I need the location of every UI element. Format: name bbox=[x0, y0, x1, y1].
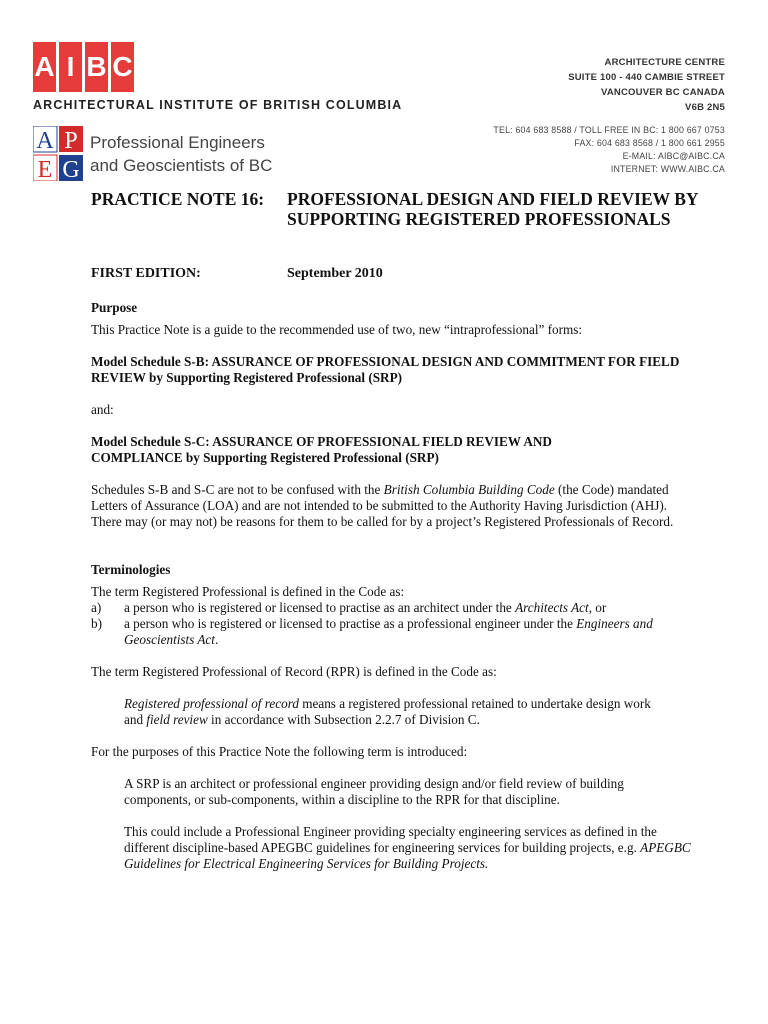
address-line-1: ARCHITECTURE CENTRE bbox=[604, 57, 725, 68]
rpr-term: Registered professional of record bbox=[124, 696, 299, 711]
item-a-text bbox=[124, 600, 684, 616]
apeg-name-line-2: and Geoscientists of BC bbox=[90, 156, 273, 175]
item-b-marker: b) bbox=[91, 616, 102, 631]
contact-tel: TEL: 604 683 8588 / TOLL FREE IN BC: 1 800 667 0753 bbox=[493, 125, 725, 135]
architects-act: Architects Act bbox=[515, 600, 589, 615]
terminologies-heading: Terminologies bbox=[91, 562, 171, 577]
rpr-definition bbox=[124, 696, 664, 728]
apeg-letter-g: G bbox=[62, 157, 80, 181]
schedule-b: Model Schedule S-B: ASSURANCE OF PROFESSIONAL DESIGN AND COMMITMENT FOR FIELD REVIEW by Supporting Registered Professional (SRP) bbox=[91, 354, 680, 385]
rpr-def-mid: means a registered professional retained to undertake design work and bbox=[124, 696, 651, 727]
practice-note-label: PRACTICE NOTE 16: bbox=[91, 189, 265, 209]
item-b-post: . bbox=[214, 632, 219, 647]
engineers-act: Engineers and Geoscientists Act bbox=[124, 616, 653, 647]
apeg-letter-e: E bbox=[37, 157, 53, 181]
apeg-logo bbox=[33, 126, 83, 181]
edition-date: September 2010 bbox=[287, 266, 383, 281]
aibc-letter-a: A bbox=[33, 42, 56, 92]
aibc-letter-i: I bbox=[59, 42, 82, 92]
purpose-intro: This Practice Note is a guide to the recommended use of two, new “intraprofessional” forms: bbox=[91, 322, 583, 337]
apeg-letter-a: A bbox=[36, 128, 54, 154]
field-review-term: field review bbox=[146, 712, 208, 727]
contact-fax: FAX: 604 683 8568 / 1 800 661 2955 bbox=[574, 138, 725, 148]
practice-note-title: PROFESSIONAL DESIGN AND FIELD REVIEW BY SUPPORTING REGISTERED PROFESSIONALS bbox=[287, 189, 698, 229]
item-a-marker: a) bbox=[91, 600, 102, 615]
aibc-letter-b: B bbox=[85, 42, 108, 92]
srp-intro: For the purposes of this Practice Note the following term is introduced: bbox=[91, 744, 468, 759]
schedule-c: Model Schedule S-C: ASSURANCE OF PROFESSIONAL FIELD REVIEW AND COMPLIANCE by Supporting Registered Professional (SRP) bbox=[91, 434, 552, 465]
schedules-paragraph-pre: Schedules S-B and S-C are not to be confused with the bbox=[91, 482, 384, 497]
rpr-def-post: in accordance with Subsection 2.2.7 of Division C. bbox=[207, 712, 480, 727]
aibc-logo bbox=[33, 42, 134, 92]
address-line-4: V6B 2N5 bbox=[685, 102, 725, 113]
srp-definition: A SRP is an architect or professional engineer providing design and/or field review of building components, or sub-components, within a discipline to the RPR for that discipline. bbox=[124, 776, 624, 807]
item-a-post: , or bbox=[588, 600, 607, 615]
edition-label: FIRST EDITION: bbox=[91, 266, 201, 281]
apeg-letter-p: P bbox=[64, 128, 78, 154]
address-line-3: VANCOUVER BC CANADA bbox=[601, 87, 725, 98]
aibc-name: ARCHITECTURAL INSTITUTE OF BRITISH COLUMBIA bbox=[33, 98, 403, 112]
aibc-letter-c: C bbox=[111, 42, 134, 92]
contact-internet: INTERNET: WWW.AIBC.CA bbox=[610, 164, 725, 174]
address-block bbox=[568, 55, 725, 115]
apeg-name-line-1: Professional Engineers bbox=[90, 133, 265, 152]
contact-block bbox=[493, 124, 725, 176]
bc-building-code: British Columbia Building Code bbox=[383, 482, 555, 497]
srp-extra bbox=[124, 824, 692, 872]
apeg-name bbox=[90, 131, 272, 177]
item-b-text bbox=[124, 616, 684, 648]
rp-intro: The term Registered Professional is defined in the Code as: bbox=[91, 584, 405, 599]
srp-extra-pre: This could include a Professional Engineer providing specialty engineering services as defined in the different discipline-based APEGBC guidelines for engineering services for building projects, e.g. bbox=[124, 824, 657, 855]
schedules-paragraph bbox=[91, 482, 683, 530]
apegbc-guidelines: APEGBC Guidelines for Electrical Engineering Services for Building Projects. bbox=[124, 840, 691, 871]
contact-email: E-MAIL: AIBC@AIBC.CA bbox=[622, 151, 725, 161]
purpose-and: and: bbox=[91, 402, 114, 417]
purpose-heading: Purpose bbox=[91, 300, 138, 315]
rpr-intro: The term Registered Professional of Record (RPR) is defined in the Code as: bbox=[91, 664, 497, 679]
item-b-pre: a person who is registered or licensed to practise as a professional engineer under the bbox=[124, 616, 577, 631]
schedules-paragraph-post: (the Code) mandated Letters of Assurance (LOA) and are not intended to be submitted to the Authority Having Jurisdiction (AHJ). There may (or may not) be reasons for them to be called for by a project’s Registered Professionals of Record. bbox=[91, 482, 674, 529]
item-a-pre: a person who is registered or licensed to practise as an architect under the bbox=[124, 600, 516, 615]
address-line-2: SUITE 100 - 440 CAMBIE STREET bbox=[568, 72, 725, 83]
